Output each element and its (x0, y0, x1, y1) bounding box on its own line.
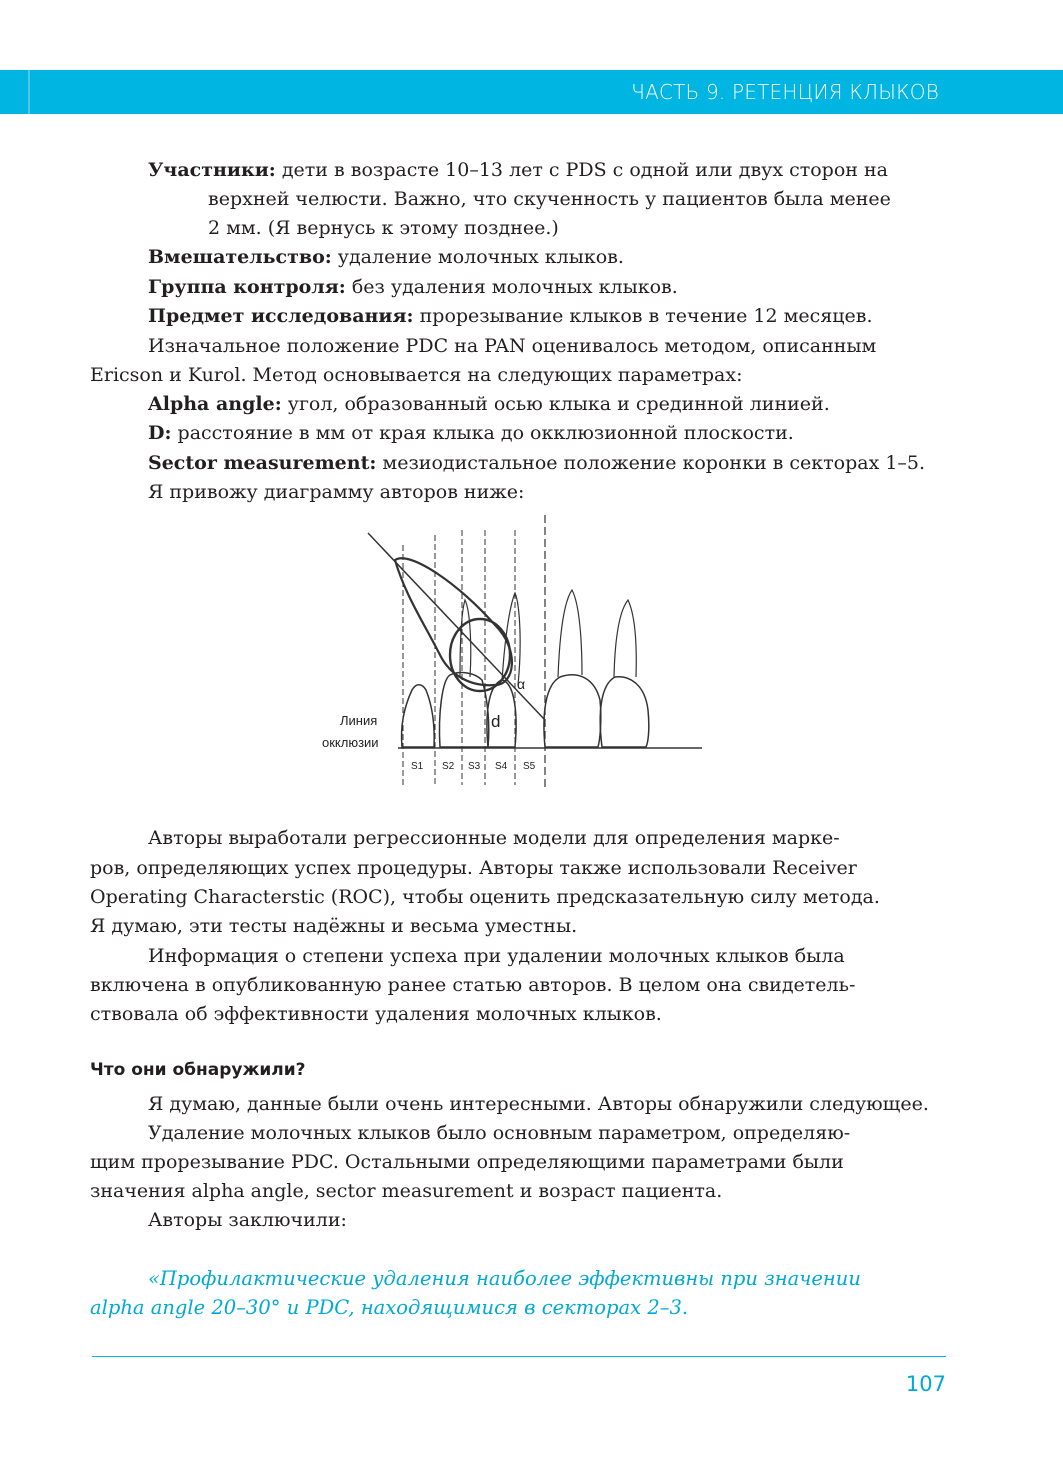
sector-label-s4: S4 (495, 761, 508, 772)
chapter-header-band (0, 70, 1063, 114)
intervention-text: удаление молочных клыков. (331, 246, 624, 268)
control-label: Группа контроля: (148, 276, 346, 298)
subject-text: прорезывание клыков в течение 12 месяцев. (413, 305, 873, 327)
alpha-line (90, 390, 1003, 419)
diagram-svg (310, 515, 710, 800)
method-line-1: Изначальное положение PDC на PAN оценивалось методом, описанным (148, 335, 877, 357)
method-line-2: Ericson и Kurol. Метод основывается на следующих параметрах: (90, 364, 743, 386)
participants-line-3: 2 мм. (Я вернусь к этому позднее.) (208, 217, 559, 239)
para1-line-3: Operating Characterstic (ROC), чтобы оценить предсказательную силу метода. (90, 886, 880, 908)
para2-line-3: ствовала об эффективности удаления молочных клыков. (90, 1003, 662, 1025)
participants-line-2: верхней челюсти. Важно, что скученность у пациентов была менее (208, 188, 891, 210)
sector-label: Sector measurement: (148, 452, 377, 474)
participants-label: Участники: (148, 159, 276, 181)
sector-line (90, 449, 1003, 478)
subject-line (90, 302, 1003, 331)
diagram-intro: Я привожу диаграмму авторов ниже: (148, 481, 525, 503)
subject-label: Предмет исследования: (148, 305, 414, 327)
occlusion-label-2: окклюзии (322, 735, 379, 750)
occlusion-label-1: Линия (340, 713, 378, 728)
page-number: 107 (905, 1372, 946, 1396)
para2-line-2: включена в опубликованную ранее статью авторов. В целом она свидетель- (90, 974, 856, 996)
section-heading: Что они обнаружили? (90, 1060, 306, 1080)
para2-line-1: Информация о степени успеха при удалении молочных клыков была (148, 945, 845, 967)
control-text: без удаления молочных клыков. (345, 276, 678, 298)
d-text: расстояние в мм от края клыка до окклюзионной плоскости. (171, 422, 794, 444)
primary-canine (402, 685, 435, 747)
footer-rule (92, 1356, 946, 1357)
para4-line-1: Удаление молочных клыков было основным параметром, определяю- (148, 1122, 851, 1144)
canine-sector-diagram (310, 515, 710, 800)
participants-line-1 (90, 156, 945, 185)
alpha-text: угол, образованный осью клыка и срединной линией. (281, 393, 830, 415)
para1-line-1: Авторы выработали регрессионные модели для определения марке- (148, 827, 840, 849)
chapter-title: ЧАСТЬ 9. РЕТЕНЦИЯ КЛЫКОВ (631, 80, 939, 104)
alpha-label: Alpha angle: (148, 393, 282, 415)
intervention-line (90, 243, 1003, 272)
d-line (90, 419, 1003, 448)
sector-label-s1: S1 (411, 761, 424, 772)
quote-line-1: «Профилактические удаления наиболее эффективны при значении (148, 1267, 861, 1290)
central-incisor-2 (600, 677, 649, 747)
para1-line-2: ров, определяющих успех процедуры. Авторы также использовали Receiver (90, 857, 857, 879)
d-symbol: d (491, 712, 501, 731)
para4-line-3: значения alpha angle, sector measurement и возраст пациента. (90, 1180, 723, 1202)
para5: Авторы заключили: (148, 1209, 347, 1231)
intervention-label: Вмешательство: (148, 246, 332, 268)
para4-line-2: щим прорезывание PDC. Остальными определяющими параметрами были (90, 1151, 844, 1173)
header-edge (28, 70, 30, 114)
central-incisor-1 (544, 675, 601, 747)
control-line (90, 273, 1003, 302)
d-label: D: (148, 422, 172, 444)
alpha-symbol: α (517, 676, 526, 692)
participants-text: дети в возрасте 10–13 лет с PDS с одной или двух сторон на (275, 159, 888, 181)
sector-label-s2: S2 (442, 761, 455, 772)
central-incisor-1-root (558, 590, 582, 677)
sector-label-s3: S3 (468, 761, 481, 772)
quote-line-2: alpha angle 20–30° и PDC, находящимися в секторах 2–3. (90, 1296, 689, 1319)
central-incisor-2-root (614, 600, 636, 677)
para1-line-4: Я думаю, эти тесты надёжны и весьма уместны. (90, 915, 578, 937)
sector-text: мезиодистальное положение коронки в секторах 1–5. (376, 452, 926, 474)
para3: Я думаю, данные были очень интересными. Авторы обнаружили следующее. (148, 1093, 929, 1115)
sector-label-s5: S5 (523, 761, 536, 772)
